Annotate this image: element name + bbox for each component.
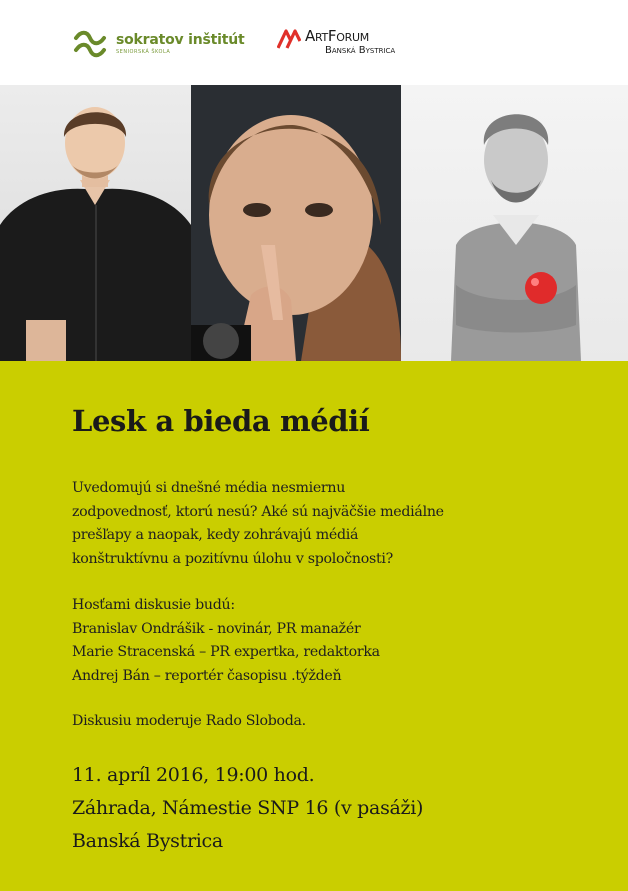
intro-paragraph [72, 477, 444, 571]
intro-line: konštruktívnu a pozitívnu úlohu v spoločnosti? [72, 550, 393, 567]
page-title: Lesk a bieda médií [72, 404, 370, 438]
event-details [72, 759, 423, 858]
event-city: Banská Bystrica [72, 830, 223, 852]
moderator-note: Diskusiu moderuje Rado Sloboda. [72, 713, 306, 729]
photo-branislav [0, 85, 191, 361]
artforum-name: ArtForum [305, 27, 369, 45]
photo-marie [191, 85, 401, 361]
intro-line: zodpovednosť, ktorú nesú? Aké sú najväčšie mediálne [72, 503, 444, 520]
photo-andrej [401, 85, 628, 361]
guest-item: Marie Stracenská – PR expertka, redaktorka [72, 644, 380, 660]
speaker-photos [0, 85, 628, 361]
header [0, 0, 628, 85]
artforum-city: Banská Bystrica [325, 45, 396, 56]
guests-heading: Hosťami diskusie budú: [72, 597, 235, 613]
artforum-logo[interactable] [277, 28, 395, 57]
artforum-logo-icon [277, 29, 301, 49]
portrait-man-black-shirt-icon [0, 85, 191, 361]
event-venue: Záhrada, Námestie SNP 16 (v pasáži) [72, 797, 424, 819]
sokratov-institut-logo[interactable] [72, 27, 244, 61]
event-datetime: 11. apríl 2016, 19:00 hod. [72, 764, 315, 786]
guests-section [72, 594, 380, 688]
sokratov-logo-icon [72, 29, 108, 59]
portrait-man-red-ball-icon [401, 85, 628, 361]
guest-item: Andrej Bán – reportér časopisu .týždeň [72, 667, 342, 684]
guest-item: Branislav Ondrášik - novinár, PR manažér [72, 620, 361, 637]
portrait-woman-microphone-icon [191, 85, 401, 361]
sokratov-tagline: SENIORSKÁ ŠKOLA [116, 49, 171, 55]
intro-line: prešľapy a naopak, kedy zohrávajú médiá [72, 527, 359, 543]
intro-line: Uvedomujú si dnešné média nesmiernu [72, 480, 346, 496]
sokratov-name: sokratov inštitút [116, 32, 245, 48]
